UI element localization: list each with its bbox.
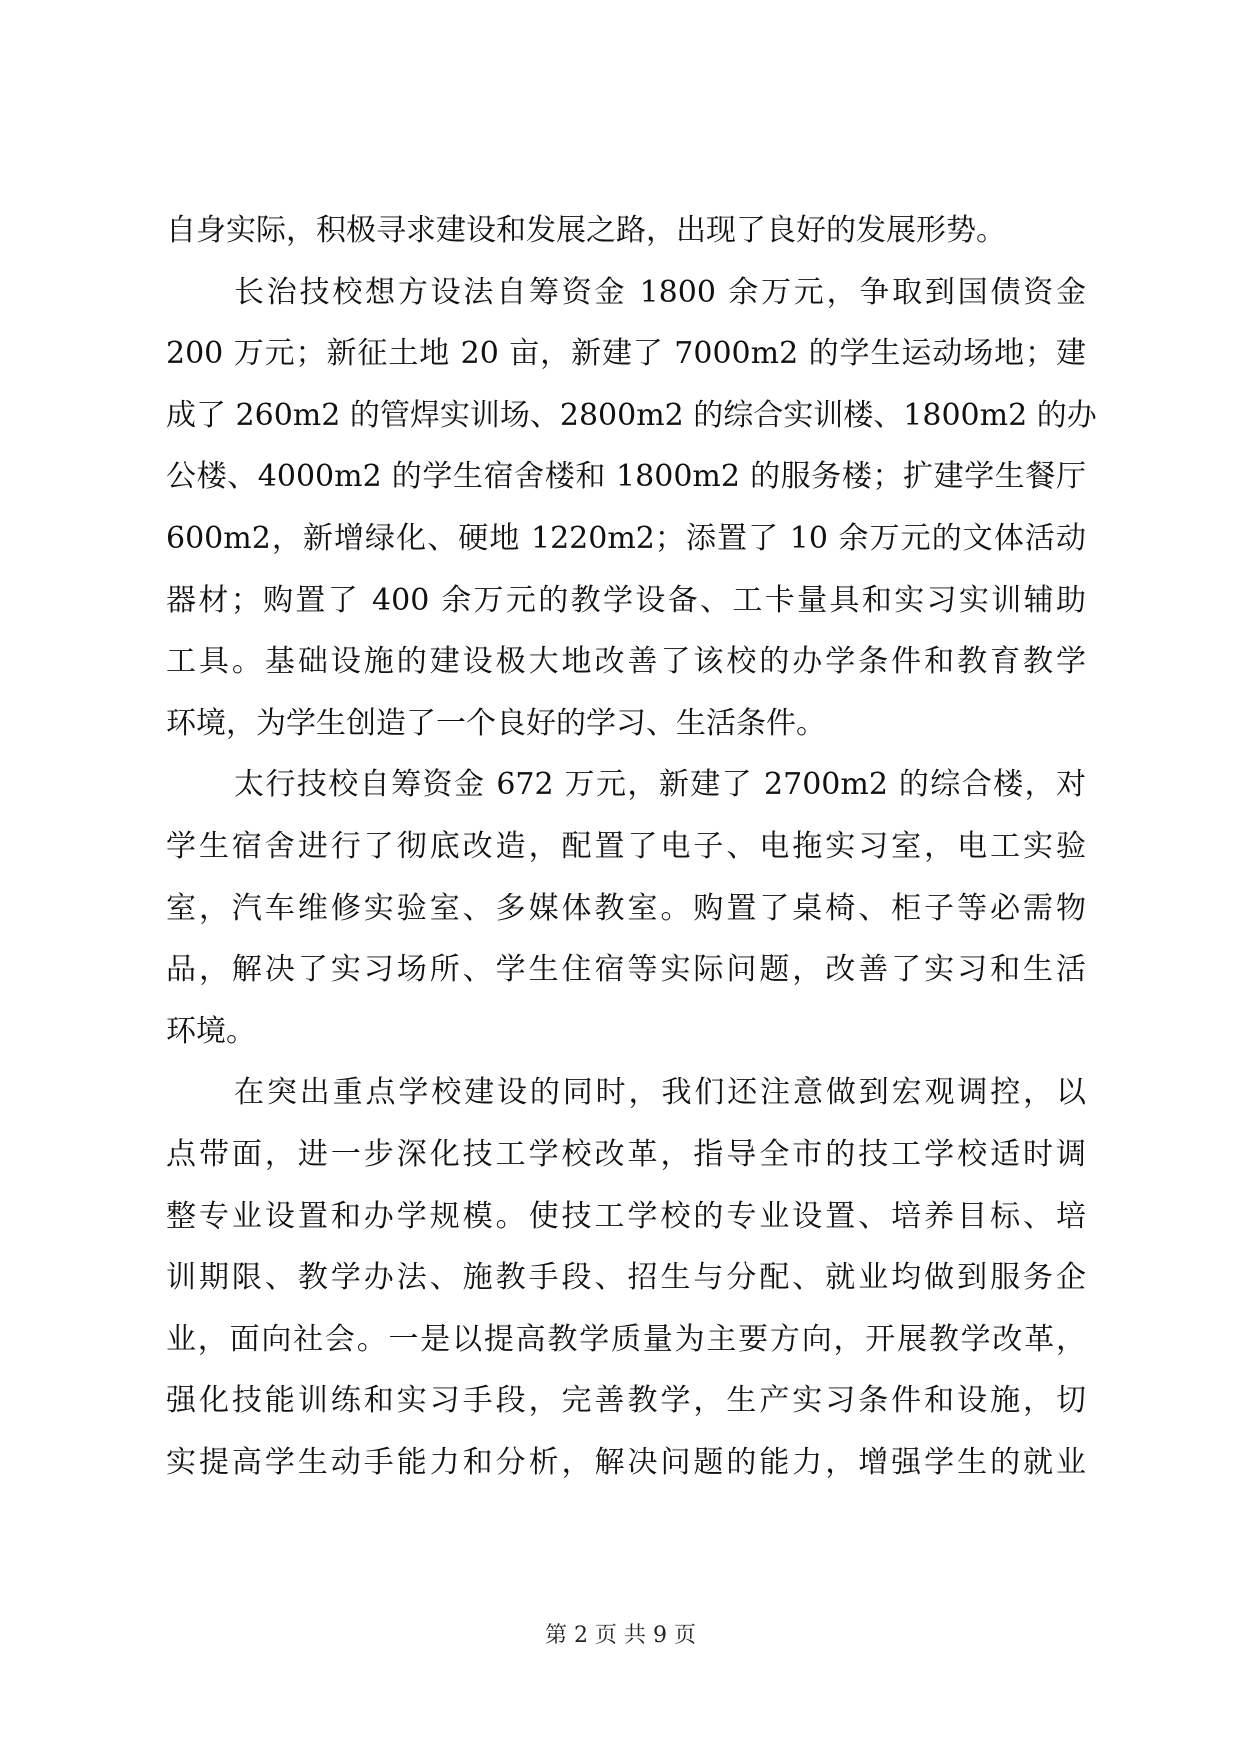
- text-line: 品，解决了实习场所、学生住宿等实际问题，改善了实习和生活: [166, 952, 1086, 988]
- text-line: 工具。基础设施的建设极大地改善了该校的办学条件和教育教学: [166, 644, 1086, 680]
- text-line: 业，面向社会。一是以提高教学质量为主要方向，开展教学改革，: [166, 1321, 1086, 1357]
- page-footer: 第 2 页 共 9 页: [545, 1623, 696, 1648]
- text-line: 学生宿舍进行了彻底改造，配置了电子、电拖实习室，电工实验: [166, 828, 1086, 864]
- paragraph-start-line: 在突出重点学校建设的同时，我们还注意做到宏观调控，以: [234, 1075, 1086, 1111]
- text-line: 实提高学生动手能力和分析，解决问题的能力，增强学生的就业: [166, 1444, 1086, 1480]
- text-line: 自身实际，积极寻求建设和发展之路，出现了良好的发展形势。: [166, 213, 1006, 248]
- text-line: 环境。: [166, 1013, 256, 1049]
- text-line: 600m2，新增绿化、硬地 1220m2；添置了 10 余万元的文体活动: [166, 520, 1086, 556]
- text-line: 训期限、教学办法、施教手段、招生与分配、就业均做到服务企: [166, 1260, 1086, 1296]
- text-line: 点带面，进一步深化技工学校改革，指导全市的技工学校适时调: [166, 1136, 1086, 1172]
- text-line: 公楼、4000m2 的学生宿舍楼和 1800m2 的服务楼；扩建学生餐厅: [166, 459, 1086, 495]
- text-line: 整专业设置和办学规模。使技工学校的专业设置、培养目标、培: [166, 1198, 1086, 1234]
- paragraph-start-line: 太行技校自筹资金 672 万元，新建了 2700m2 的综合楼，对: [234, 767, 1086, 803]
- text-line: 室，汽车维修实验室、多媒体教室。购置了桌椅、柜子等必需物: [166, 890, 1086, 926]
- text-line: 器材；购置了 400 余万元的教学设备、工卡量具和实习实训辅助: [166, 582, 1086, 618]
- text-line: 200 万元；新征土地 20 亩，新建了 7000m2 的学生运动场地；建: [166, 336, 1086, 372]
- text-line: 成了 260m2 的管焊实训场、2800m2 的综合实训楼、1800m2 的办: [166, 397, 1097, 433]
- paragraph-start-line: 长治技校想方设法自筹资金 1800 余万元，争取到国债资金: [234, 274, 1086, 310]
- text-line: 环境，为学生创造了一个良好的学习、生活条件。: [166, 705, 826, 741]
- text-line: 强化技能训练和实习手段，完善教学，生产实习条件和设施，切: [166, 1383, 1086, 1419]
- document-body: [166, 200, 1097, 1493]
